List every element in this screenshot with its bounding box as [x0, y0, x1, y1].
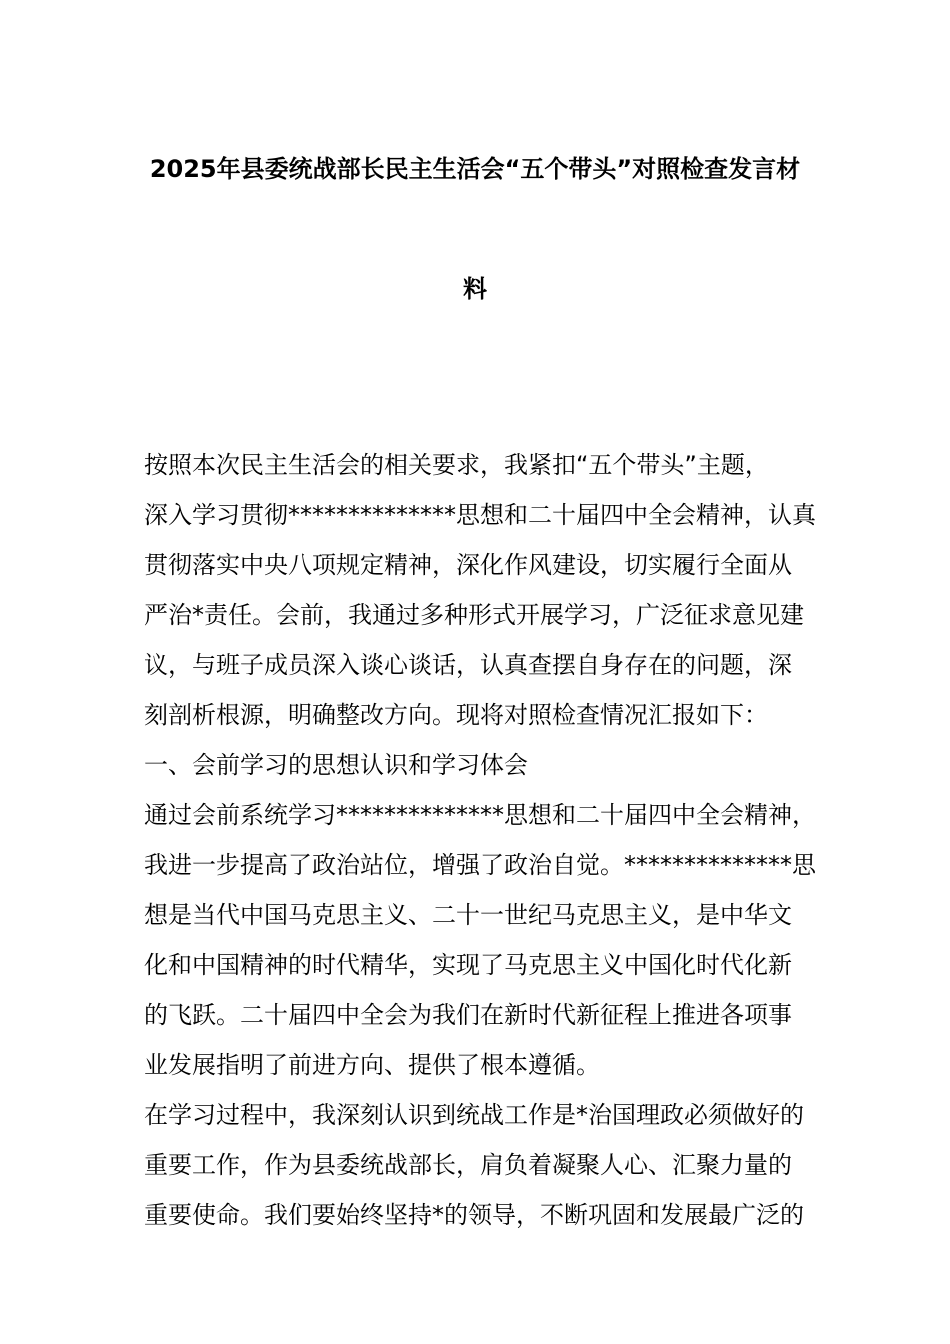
body-line: 议，与班子成员深入谈心谈话，认真查摆自身存在的问题，深 — [144, 651, 792, 679]
document-title-line-1: 2025年县委统战部长民主生活会“五个带头”对照检查发言材 — [149, 155, 801, 183]
document-body — [144, 440, 816, 1240]
body-line: 的飞跃。二十届四中全会为我们在新时代新征程上推进各项事 — [144, 1001, 792, 1029]
body-line: 深入学习贯彻**************思想和二十届四中全会精神，认真 — [144, 501, 816, 529]
body-line: 想是当代中国马克思主义、二十一世纪马克思主义，是中华文 — [144, 901, 792, 929]
body-line: 按照本次民主生活会的相关要求，我紧扣“五个带头”主题， — [144, 451, 769, 479]
body-line: 化和中国精神的时代精华，实现了马克思主义中国化时代化新 — [144, 951, 792, 979]
body-line: 严治*责任。会前，我通过多种形式开展学习，广泛征求意见建 — [144, 601, 804, 629]
body-line: 重要使命。我们要始终坚持*的领导，不断巩固和发展最广泛的 — [144, 1201, 804, 1229]
document-title-line-2: 料 — [463, 275, 487, 303]
body-line: 贯彻落实中央八项规定精神，深化作风建设，切实履行全面从 — [144, 551, 792, 579]
body-line: 在学习过程中，我深刻认识到统战工作是*治国理政必须做好的 — [144, 1101, 804, 1129]
body-line: 通过会前系统学习**************思想和二十届四中全会精神， — [144, 801, 816, 829]
section-heading: 一、会前学习的思想认识和学习体会 — [144, 751, 528, 779]
body-line: 我进一步提高了政治站位，增强了政治自觉。**************思 — [144, 851, 816, 879]
body-line: 刻剖析根源，明确整改方向。现将对照检查情况汇报如下： — [144, 701, 768, 729]
body-line: 业发展指明了前进方向、提供了根本遵循。 — [144, 1051, 600, 1079]
body-line: 重要工作，作为县委统战部长，肩负着凝聚人心、汇聚力量的 — [144, 1151, 792, 1179]
